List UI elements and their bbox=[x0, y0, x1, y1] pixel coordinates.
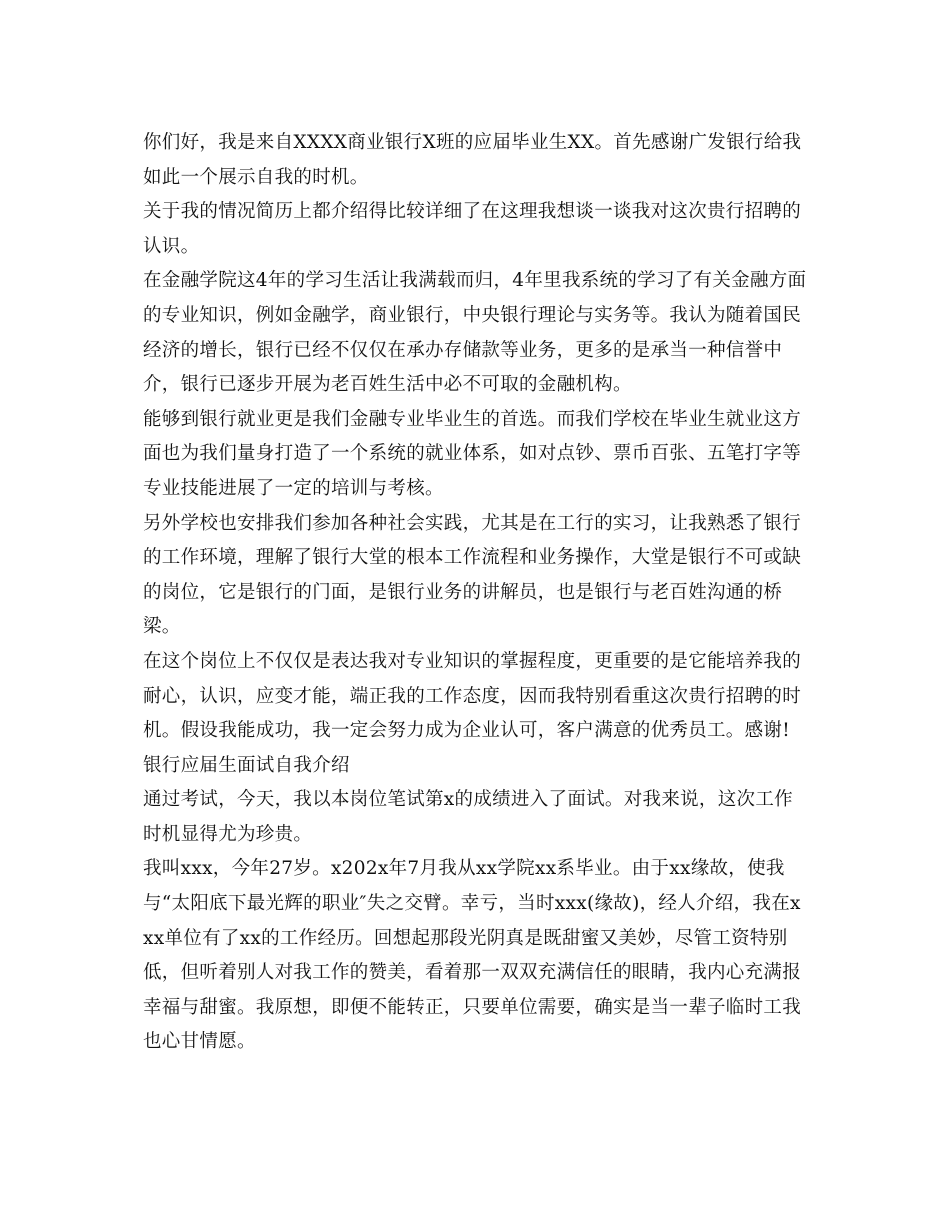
paragraph-employment: 能够到银行就业更是我们金融专业毕业生的首选。而我们学校在毕业生就业这方面也为我们量身打造了一个系统的就业体系，如对点钞、票币百张、五笔打字等专业技能进展了一定的培训与考核。 bbox=[143, 408, 802, 499]
paragraph-background: 我叫xxx，今年27岁。x202x年7月我从xx学院xx系毕业。由于xx缘故，使我与“太阳底下最光辉的职业″失之交臂。幸亏，当时xxx(缘故)，经人介绍，我在xxx单位有了xx的工作经历。回想起那段光阴真是既甜蜜又美妙，尽管工资特别低，但听着别人对我工作的赞美，看着那一双双充满信任的眼睛，我内心充满报幸福与甜蜜。我原想，即便不能转正，只要单位需要，确实是当一辈子临时工我也心甘情愿。 bbox=[143, 858, 802, 1053]
paragraph-closing: 在这个岗位上不仅仅是表达我对专业知识的掌握程度，更重要的是它能培养我的耐心，认识，应变才能，端正我的工作态度，因而我特别看重这次贵行招聘的时机。假设我能成功，我一定会努力成为企业认可，客户满意的优秀员工。感谢! bbox=[143, 650, 802, 742]
paragraph-internship: 另外学校也安排我们参加各种社会实践，尤其是在工行的实习，让我熟悉了银行的工作环境，理解了银行大堂的根本工作流程和业务操作，大堂是银行不可或缺的岗位，它是银行的门面，是银行业务的讲解员，也是银行与老百姓沟通的桥梁。 bbox=[143, 512, 802, 638]
paragraph-study: 在金融学院这4年的学习生活让我满载而归，4年里我系统的学习了有关金融方面的专业知识，例如金融学，商业银行，中央银行理论与实务等。我认为随着国民经济的增长，银行已经不仅仅在承办存储款等业务，更多的是承当一种信誉中介，银行已逐步开展为老百姓生活中必不可取的金融机构。 bbox=[143, 270, 807, 396]
paragraph-exam: 通过考试，今天，我以本岗位笔试第x的成绩进入了面试。对我来说，这次工作时机显得尤为珍贵。 bbox=[143, 789, 793, 845]
paragraph-greeting: 你们好，我是来自XXXX商业银行X班的应届毕业生XX。首先感谢广发银行给我如此一个展示自我的时机。 bbox=[143, 132, 802, 188]
document-body bbox=[143, 126, 809, 1060]
paragraph-resume-note: 关于我的情况简历上都介绍得比较详细了在这理我想谈一谈我对这次贵行招聘的认识。 bbox=[143, 201, 802, 257]
section-heading: 银行应届生面试自我介绍 bbox=[143, 754, 350, 776]
